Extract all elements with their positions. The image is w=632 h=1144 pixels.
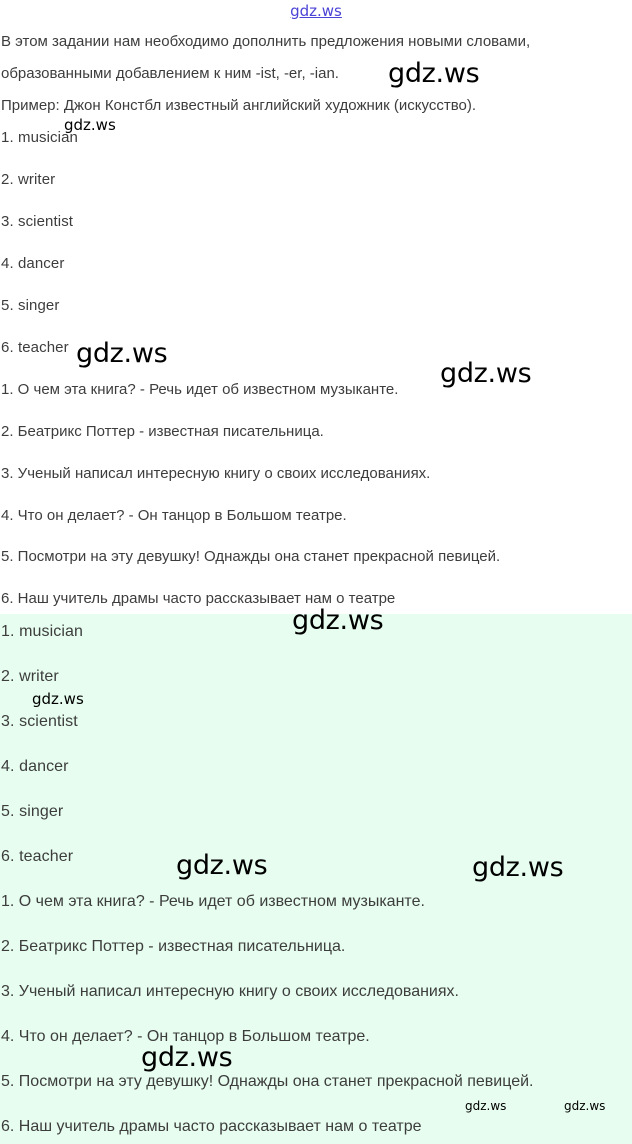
block1-sentence-6: 6. Наш учитель драмы часто рассказывает нам о театре	[1, 590, 396, 607]
block1-word-2: 2. writer	[1, 171, 56, 188]
block1-sentence-2: 2. Беатрикс Поттер - известная писательница.	[1, 423, 324, 440]
block2-word-3: 3. scientist	[1, 713, 78, 730]
watermark: gdz.ws	[141, 1042, 233, 1073]
block1-word-3: 3. scientist	[1, 213, 74, 230]
block2-sentence-2: 2. Беатрикс Поттер - известная писательница.	[1, 938, 346, 955]
block1-sentence-1: 1. О чем эта книга? - Речь идет об известном музыканте.	[1, 381, 399, 398]
block2-sentence-3: 3. Ученый написал интересную книгу о своих исследованиях.	[1, 983, 459, 1000]
site-header-link[interactable]: gdz.ws	[290, 2, 342, 20]
block2-sentence-6: 6. Наш учитель драмы часто рассказывает нам о театре	[1, 1118, 422, 1135]
watermark: gdz.ws	[472, 852, 564, 883]
block1-word-1: 1. musician	[1, 129, 78, 146]
intro-example: Пример: Джон Констбл известный английский художник (искусство).	[1, 97, 477, 114]
block2-word-1: 1. musician	[1, 623, 84, 640]
block1-word-4: 4. dancer	[1, 255, 65, 272]
block2-sentence-5: 5. Посмотри на эту девушку! Однажды она станет прекрасной певицей.	[1, 1073, 534, 1090]
block2-sentence-1: 1. О чем эта книга? - Речь идет об известном музыканте.	[1, 893, 425, 910]
block1-word-5: 5. singer	[1, 297, 60, 314]
block2-word-4: 4. dancer	[1, 758, 69, 775]
block2-sentence-4: 4. Что он делает? - Он танцор в Большом театре.	[1, 1028, 370, 1045]
watermark: gdz.ws	[388, 58, 480, 89]
watermark: gdz.ws	[292, 605, 384, 636]
watermark: gdz.ws	[176, 850, 268, 881]
block2-word-5: 5. singer	[1, 803, 64, 820]
block1-sentence-4: 4. Что он делает? - Он танцор в Большом театре.	[1, 507, 347, 524]
watermark: gdz.ws	[76, 338, 168, 369]
block1-sentence-5: 5. Посмотри на эту девушку! Однажды она станет прекрасной певицей.	[1, 548, 501, 565]
block1-word-6: 6. teacher	[1, 339, 69, 356]
watermark: gdz.ws	[440, 358, 532, 389]
block2-word-2: 2. writer	[1, 668, 59, 685]
watermark: gdz.ws	[564, 1099, 606, 1113]
intro-line-2: образованными добавлением к ним -ist, -er, -ian.	[1, 65, 339, 82]
block1-sentence-3: 3. Ученый написал интересную книгу о своих исследованиях.	[1, 465, 431, 482]
watermark: gdz.ws	[32, 690, 84, 708]
watermark: gdz.ws	[64, 116, 116, 134]
intro-line-1: В этом задании нам необходимо дополнить предложения новыми словами,	[1, 33, 531, 50]
watermark: gdz.ws	[465, 1099, 507, 1113]
block2-word-6: 6. teacher	[1, 848, 74, 865]
